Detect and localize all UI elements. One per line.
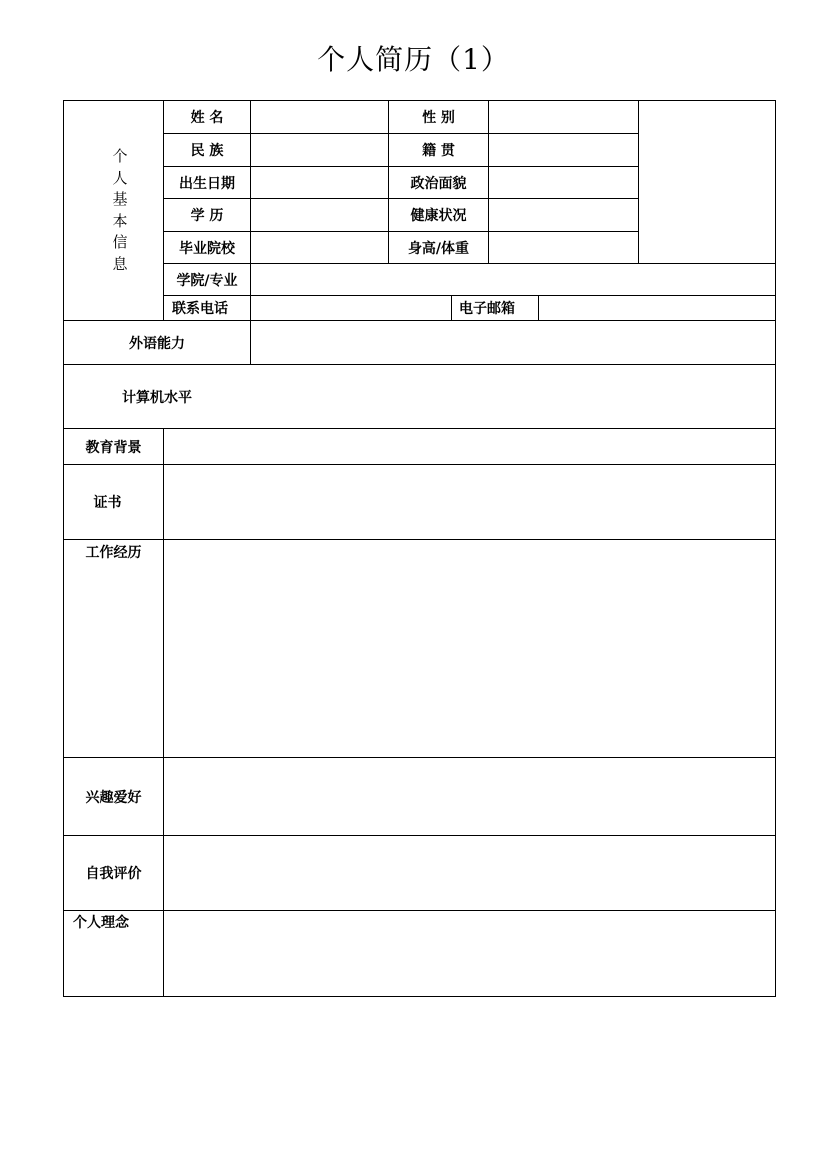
email-label: 电子邮箱 (459, 301, 515, 317)
health-field[interactable] (489, 199, 638, 231)
phone-field[interactable] (251, 296, 451, 320)
school-label: 毕业院校 (179, 240, 235, 257)
political-status-label: 政治面貌 (410, 175, 467, 192)
computer-level-label: 计算机水平 (122, 389, 192, 406)
language-ability-field[interactable] (251, 321, 775, 364)
certificates-field[interactable] (164, 465, 775, 539)
self-evaluation-label: 自我评价 (85, 866, 142, 882)
personal-info-section-label: 个 人 基 本 信 息 (112, 147, 128, 273)
college-major-field[interactable] (251, 264, 775, 295)
language-ability-label: 外语能力 (129, 335, 185, 352)
education-level-label: 学 历 (190, 208, 224, 224)
photo-box[interactable] (639, 101, 775, 263)
school-field[interactable] (251, 232, 388, 263)
hometown-field[interactable] (489, 134, 638, 166)
email-field[interactable] (539, 296, 775, 320)
computer-level-field[interactable] (251, 365, 775, 428)
personal-philosophy-label: 个人理念 (73, 915, 129, 931)
birthdate-field[interactable] (251, 167, 388, 198)
height-weight-field[interactable] (489, 232, 638, 263)
self-evaluation-field[interactable] (164, 836, 775, 910)
name-field[interactable] (251, 101, 388, 133)
ethnicity-field[interactable] (251, 134, 388, 166)
college-major-label: 学院/专业 (176, 272, 238, 289)
work-experience-label: 工作经历 (85, 545, 142, 561)
health-label: 健康状况 (410, 208, 467, 224)
political-status-field[interactable] (489, 167, 638, 198)
hobbies-label: 兴趣爱好 (85, 789, 142, 806)
work-experience-field[interactable] (164, 540, 775, 757)
phone-label: 联系电话 (172, 301, 228, 317)
education-background-label: 教育背景 (85, 439, 142, 456)
education-background-field[interactable] (164, 429, 775, 464)
page-title: 个人简历（1） (317, 43, 510, 76)
height-weight-label: 身高/体重 (407, 240, 470, 257)
name-label: 姓 名 (190, 110, 224, 126)
gender-field[interactable] (489, 101, 638, 133)
ethnicity-label: 民 族 (190, 143, 224, 159)
certificates-label: 证书 (93, 495, 122, 511)
personal-philosophy-field[interactable] (164, 911, 775, 996)
hobbies-field[interactable] (164, 758, 775, 835)
education-level-field[interactable] (251, 199, 388, 231)
gender-label: 性 别 (422, 110, 455, 126)
birthdate-label: 出生日期 (179, 175, 235, 192)
hometown-label: 籍 贯 (422, 143, 455, 159)
